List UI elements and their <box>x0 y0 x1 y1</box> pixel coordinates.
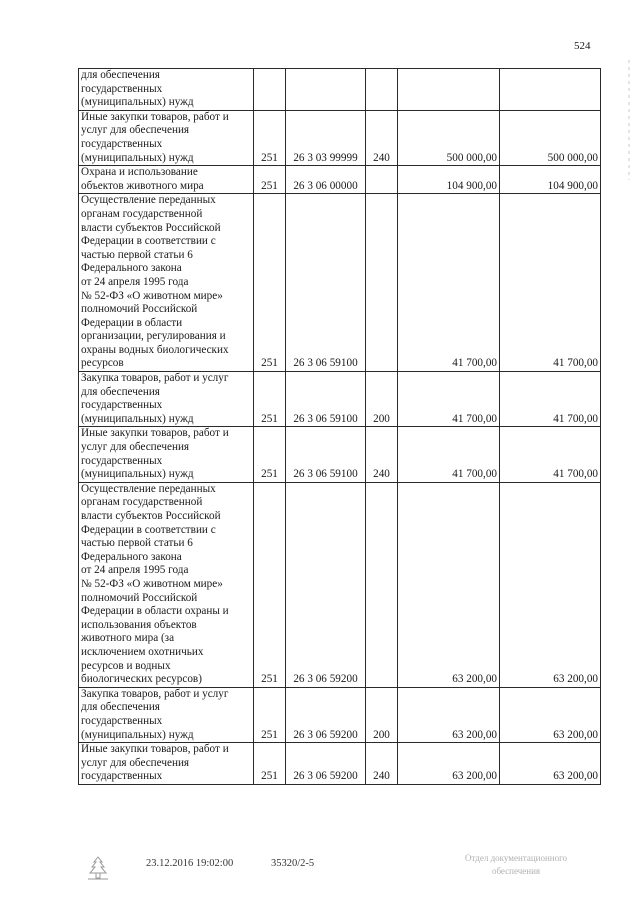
row-csr-cell: 26 3 06 59100 <box>286 427 366 482</box>
table-row <box>79 687 601 742</box>
budget-table <box>78 68 601 785</box>
row-name-cell: Закупка товаров, работ и услуг для обеспечения государственных (муниципальных) нужд <box>79 687 254 742</box>
row-ved-cell: 251 <box>254 110 286 165</box>
row-csr-cell: 26 3 06 59100 <box>286 372 366 427</box>
row-sum-2018-cell: 63 200,00 <box>500 687 601 742</box>
row-ved-cell: 251 <box>254 482 286 687</box>
row-vr-cell <box>366 194 398 372</box>
table-row <box>79 166 601 194</box>
footer-date: 23.12.2016 19:02:00 <box>146 858 234 869</box>
row-sum-2017-cell: 41 700,00 <box>398 372 500 427</box>
row-vr-cell <box>366 482 398 687</box>
row-name-cell: Осуществление переданных органам государственной власти субъектов Российской Федерации в соответствии с частью первой статьи 6 Федерального закона от 24 апреля 1995 года № 52-ФЗ «О животном мире» полномочий Российской Федерации в области охраны и использования объектов животного мира (за исключением охотничьих ресурсов и водных биологических ресурсов) <box>79 482 254 687</box>
row-csr-cell <box>286 69 366 111</box>
row-csr-cell: 26 3 03 99999 <box>286 110 366 165</box>
row-vr-cell: 200 <box>366 687 398 742</box>
row-ved-cell: 251 <box>254 427 286 482</box>
row-vr-cell <box>366 69 398 111</box>
table-row <box>79 743 601 785</box>
row-csr-cell: 26 3 06 59100 <box>286 194 366 372</box>
row-ved-cell: 251 <box>254 166 286 194</box>
row-name-cell: Иные закупки товаров, работ и услуг для обеспечения государственных (муниципальных) нужд <box>79 427 254 482</box>
row-vr-cell: 200 <box>366 372 398 427</box>
row-vr-cell: 240 <box>366 743 398 785</box>
footer-doc-number: 35320/2-5 <box>271 858 315 869</box>
row-name-cell: Охрана и использование объектов животного мира <box>79 166 254 194</box>
row-sum-2018-cell: 63 200,00 <box>500 743 601 785</box>
row-name-cell: Иные закупки товаров, работ и услуг для обеспечения государственных <box>79 743 254 785</box>
row-sum-2018-cell: 41 700,00 <box>500 372 601 427</box>
page-number: 524 <box>574 40 591 52</box>
row-sum-2018-cell <box>500 69 601 111</box>
row-sum-2018-cell: 500 000,00 <box>500 110 601 165</box>
row-sum-2017-cell <box>398 69 500 111</box>
row-vr-cell: 240 <box>366 110 398 165</box>
row-csr-cell: 26 3 06 59200 <box>286 482 366 687</box>
row-csr-cell: 26 3 06 00000 <box>286 166 366 194</box>
table-row <box>79 427 601 482</box>
row-name-cell: Закупка товаров, работ и услуг для обеспечения государственных (муниципальных) нужд <box>79 372 254 427</box>
scan-edge-mark <box>628 60 630 180</box>
row-name-cell: Осуществление переданных органам государственной власти субъектов Российской Федерации в соответствии с частью первой статьи 6 Федерального закона от 24 апреля 1995 года № 52-ФЗ «О животном мире» полномочий Российской Федерации в области организации, регулирования и охраны водных биологических ресурсов <box>79 194 254 372</box>
table-row <box>79 110 601 165</box>
row-sum-2018-cell: 41 700,00 <box>500 194 601 372</box>
row-sum-2018-cell: 104 900,00 <box>500 166 601 194</box>
table-row <box>79 372 601 427</box>
footer-stamp: Отдел документационного обеспечения <box>464 853 568 876</box>
row-ved-cell: 251 <box>254 687 286 742</box>
row-name-cell: Иные закупки товаров, работ и услуг для обеспечения государственных (муниципальных) нужд <box>79 110 254 165</box>
row-ved-cell: 251 <box>254 743 286 785</box>
row-sum-2017-cell: 63 200,00 <box>398 687 500 742</box>
row-csr-cell: 26 3 06 59200 <box>286 687 366 742</box>
row-sum-2017-cell: 63 200,00 <box>398 743 500 785</box>
table-row <box>79 482 601 687</box>
row-name-cell: для обеспечения государственных (муниципальных) нужд <box>79 69 254 111</box>
table-body <box>79 69 601 785</box>
row-ved-cell: 251 <box>254 194 286 372</box>
row-sum-2017-cell: 41 700,00 <box>398 427 500 482</box>
row-sum-2018-cell: 41 700,00 <box>500 427 601 482</box>
row-vr-cell <box>366 166 398 194</box>
row-sum-2017-cell: 41 700,00 <box>398 194 500 372</box>
row-sum-2017-cell: 104 900,00 <box>398 166 500 194</box>
row-ved-cell: 251 <box>254 372 286 427</box>
table-row <box>79 194 601 372</box>
row-csr-cell: 26 3 06 59200 <box>286 743 366 785</box>
row-sum-2017-cell: 500 000,00 <box>398 110 500 165</box>
row-sum-2017-cell: 63 200,00 <box>398 482 500 687</box>
row-ved-cell <box>254 69 286 111</box>
row-vr-cell: 240 <box>366 427 398 482</box>
emblem-icon <box>84 854 112 882</box>
row-sum-2018-cell: 63 200,00 <box>500 482 601 687</box>
table-row <box>79 69 601 111</box>
